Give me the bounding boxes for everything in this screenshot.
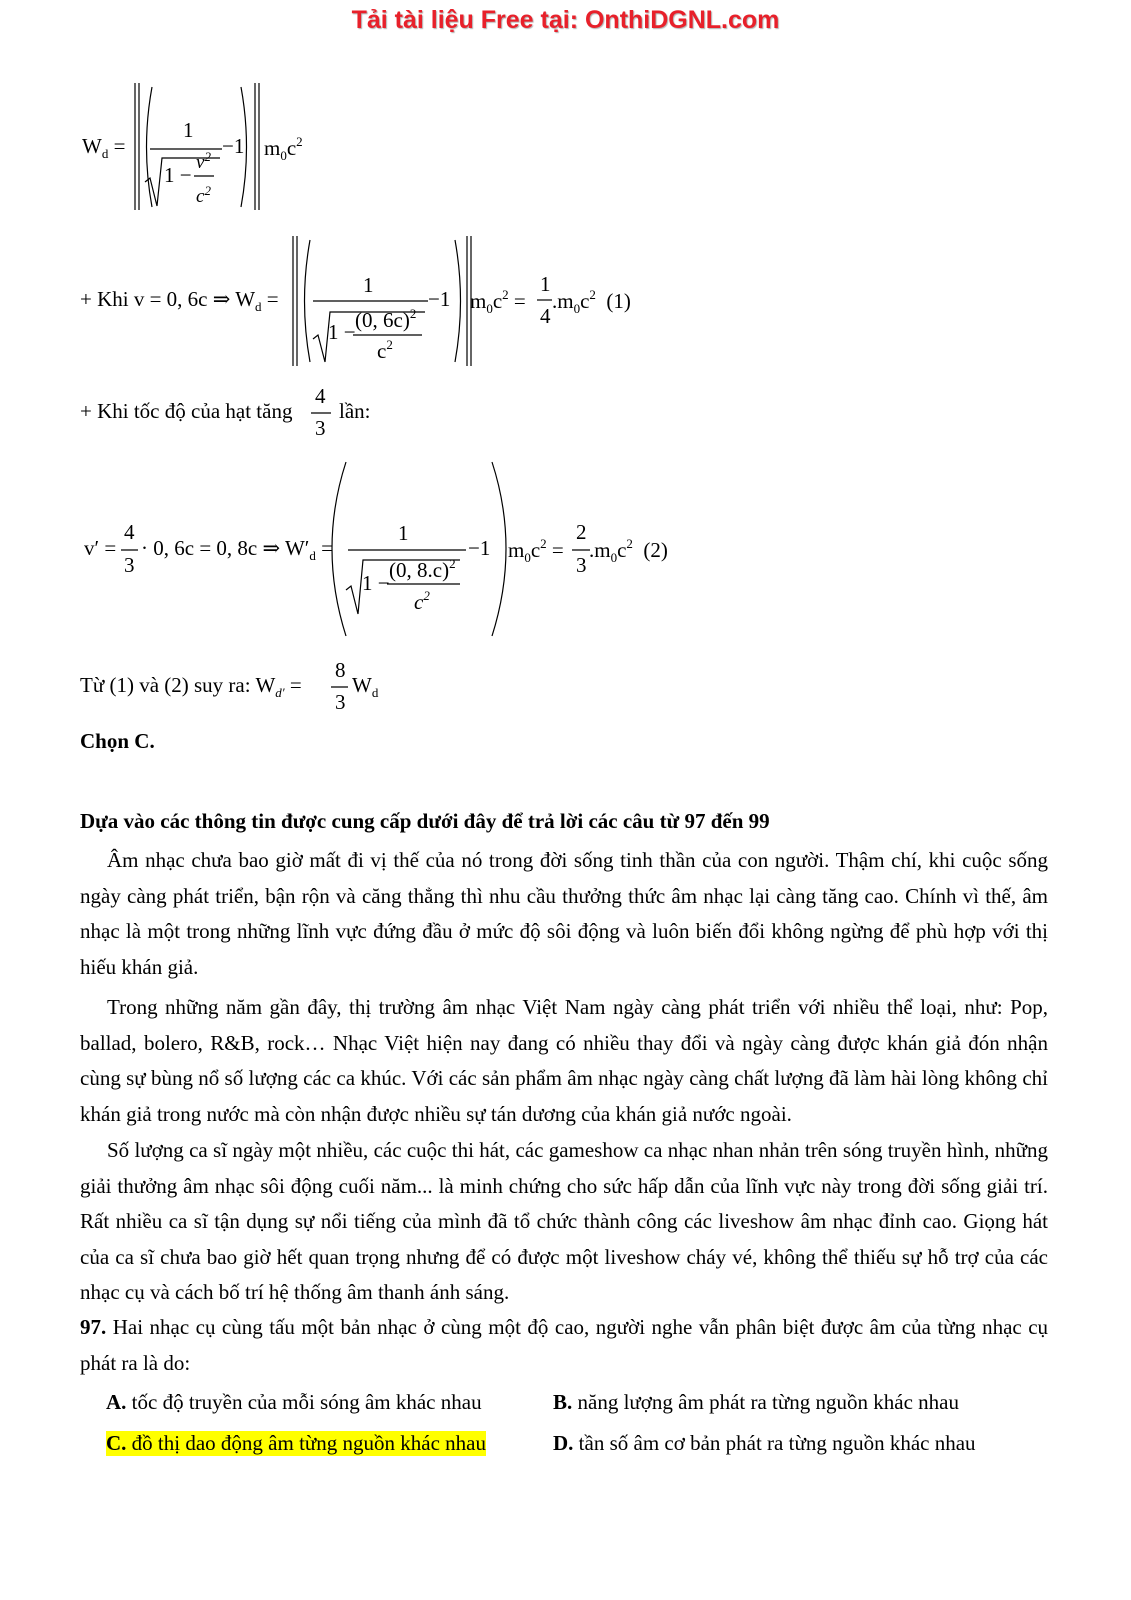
- f1-left-paren: [147, 87, 153, 207]
- passage-paragraph-3: Số lượng ca sĩ ngày một nhiều, các cuộc thi hát, các gameshow ca nhạc nhan nhản trên sóng truyền hình, những giải thưởng âm nhạc sôi động cuối năm... là minh chứng cho sức hấp dẫn của lĩnh vực này trong đời sống giải trí. Rất nhiều ca sĩ tận dụng sự nổi tiếng của mình đã tổ chức thành công các liveshow âm nhạc đỉnh cao. Giọng hát của ca sĩ chưa bao giờ hết quan trọng nhưng để có được một liveshow cháy vé, không thể thiếu sự hỗ trợ của các nhạc cụ và cách bố trí hệ thống âm thanh ánh sáng.: [80, 1138, 1048, 1304]
- section-title: Dựa vào các thông tin được cung cấp dưới đây để trả lời các câu từ 97 đến 99: [80, 809, 770, 833]
- conclusion-formula: Từ (1) và (2) suy ra: $W_{d'}$ =: [80, 673, 302, 700]
- option-d[interactable]: D. tần số âm cơ bản phát ra từng nguồn khác nhau: [553, 1431, 976, 1455]
- option-b[interactable]: B. năng lượng âm phát ra từng nguồn khác nhau: [553, 1390, 959, 1414]
- site-header: Tải tài liệu Free tại: OnthiDGNL.com: [351, 6, 780, 34]
- w-symbol: W: [82, 134, 102, 158]
- question-text: Hai nhạc cụ cùng tấu một bản nhạc ở cùng một độ cao, người nghe vẫn phân biệt được âm của từng nhạc cụ phát ra là do:: [80, 1315, 1049, 1375]
- f2-left-paren: [305, 240, 311, 362]
- f1-right-paren: [241, 87, 247, 207]
- passage-paragraph-1: Âm nhạc chưa bao giờ mất đi vị thế của nó trong đời sống tinh thần của con người. Thậm chí, khi cuộc sống ngày càng phát triển, bận rộn và căng thẳng thì nhu cầu thưởng thức âm nhạc lại càng tăng cao. Chính vì thế, âm nhạc là một trong những lĩnh vực đứng đầu ở mức độ sôi động và luôn biến đổi không ngừng để phù hợp với thị hiếu khán giả.: [80, 848, 1048, 979]
- f4-right-paren: [492, 462, 506, 636]
- f2-right-paren: [455, 240, 461, 362]
- f2-radical: [313, 312, 425, 362]
- question-number: 97.: [80, 1315, 107, 1339]
- f1-radical: [145, 158, 220, 206]
- f4-left-paren: [332, 462, 346, 636]
- speed-increase-text: + Khi tốc độ của hạt tăng: [80, 399, 293, 423]
- f4-radical: [346, 560, 460, 614]
- option-c[interactable]: C. đồ thị dao động âm từng nguồn khác nhau: [106, 1431, 486, 1455]
- question-97: [80, 1310, 1048, 1381]
- passage-paragraph-2: Trong những năm gần đây, thị trường âm nhạc Việt Nam ngày càng phát triển với nhiều thể loại, như: Pop, ballad, bolero, R&B, rock… Nhạc Việt hiện nay đang có nhiều thay đổi và ngày càng được khán giả đón nhận cùng sự bùng nổ số lượng các ca khúc. Với các sản phẩm âm nhạc ngày càng chất lượng đã làm hài lòng không chỉ khán giả trong nước mà còn nhận được nhiều sự tán dương của khán giả nước ngoài.: [80, 995, 1048, 1126]
- answer-choice: Chọn C.: [80, 729, 155, 753]
- f1-numerator: 1: [183, 118, 194, 142]
- option-a[interactable]: A. tốc độ truyền của mỗi sóng âm khác nhau: [106, 1390, 482, 1414]
